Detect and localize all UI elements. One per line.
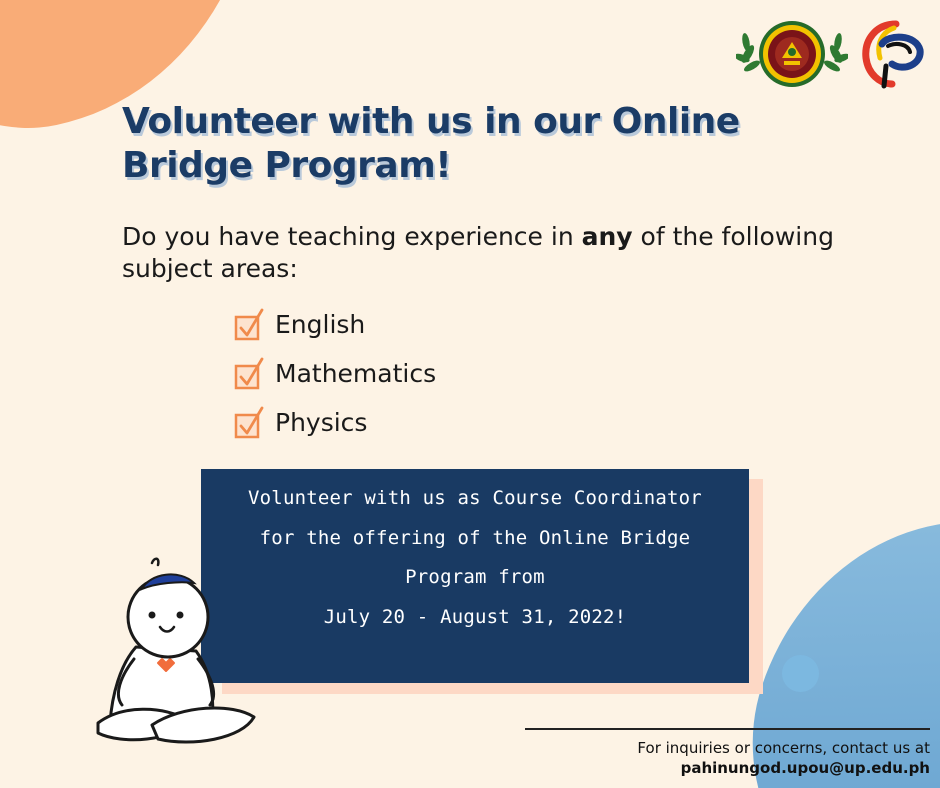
decorative-dot xyxy=(782,655,819,692)
contact-footer xyxy=(525,728,930,778)
subject-list xyxy=(233,300,436,447)
up-open-university-seal-icon xyxy=(736,18,848,90)
checkbox-checked-icon xyxy=(233,357,267,391)
list-item xyxy=(233,398,436,447)
contact-email: pahinungod.upou@up.edu.ph xyxy=(680,759,930,777)
pahinungod-logo-icon xyxy=(858,18,926,90)
divider xyxy=(525,728,930,730)
announcement-date: July 20 - August 31, 2022! xyxy=(323,605,627,628)
checkbox-checked-icon xyxy=(233,308,267,342)
subject-label: English xyxy=(275,310,366,339)
question-after: of the following subject areas: xyxy=(122,222,834,283)
announcement-line: for the offering of the Online Bridge xyxy=(259,526,691,549)
subject-label: Physics xyxy=(275,408,368,437)
list-item xyxy=(233,300,436,349)
logo-group xyxy=(736,18,926,90)
question-before: Do you have teaching experience in xyxy=(122,222,582,251)
page-title: Volunteer with us in our Online Bridge Program! xyxy=(122,101,740,186)
announcement-card xyxy=(201,469,749,683)
subject-label: Mathematics xyxy=(275,359,437,388)
question-text xyxy=(122,221,862,285)
announcement-line: Volunteer with us as Course Coordinator xyxy=(248,487,702,509)
checkbox-checked-icon xyxy=(233,406,267,440)
list-item xyxy=(233,349,436,398)
announcement-line: Program from xyxy=(405,566,545,588)
question-emphasis: any xyxy=(581,222,633,251)
mascot-illustration xyxy=(92,555,262,755)
contact-prompt: For inquiries or concerns, contact us at xyxy=(637,739,930,757)
